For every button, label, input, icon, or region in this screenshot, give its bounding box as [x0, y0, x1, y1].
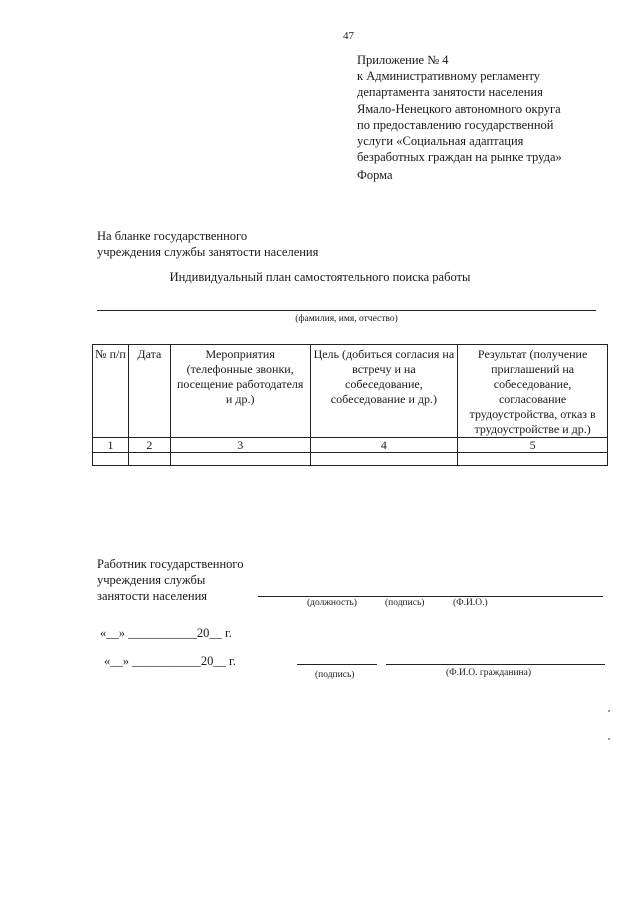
worker-label — [97, 556, 243, 604]
appendix-line: Ямало-Ненецкого автономного округа — [357, 101, 561, 116]
column-header-number: № п/п — [93, 345, 129, 438]
fio-fill-line — [97, 310, 596, 311]
date-field: «__» ___________20__ г. — [104, 654, 236, 668]
page-number: 47 — [343, 30, 354, 42]
table-cell — [128, 453, 170, 466]
fio-short-caption: (Ф.И.О.) — [453, 598, 488, 608]
column-number-cell: 2 — [128, 438, 170, 453]
citizen-fio-line — [386, 664, 605, 665]
citizen-fio-caption: (Ф.И.О. гражданина) — [446, 668, 531, 678]
table-cell — [170, 453, 310, 466]
citizen-signature-line — [297, 664, 377, 665]
column-number-cell: 3 — [170, 438, 310, 453]
table-cell — [93, 453, 129, 466]
table-cell — [458, 453, 608, 466]
scan-speck — [608, 710, 610, 712]
form-label: Форма — [357, 168, 393, 182]
blank-note-line: учреждения службы занятости населения — [97, 245, 319, 259]
appendix-line: по предоставлению государственной — [357, 117, 554, 132]
appendix-line: департамента занятости населения — [357, 85, 543, 100]
worker-label-line: занятости населения — [97, 589, 208, 603]
citizen-signature-caption: (подпись) — [315, 670, 355, 680]
signature-caption: (подпись) — [385, 598, 425, 608]
worker-label-line: Работник государственного — [97, 557, 244, 571]
plan-title: Индивидуальный план самостоятельного поиска работы — [169, 270, 471, 284]
column-header-result: Результат (получение приглашений на собеседование, согласование трудоустройства, отказ в трудоустройстве и др.) — [458, 345, 608, 438]
worker-label-line: учреждения службы — [97, 573, 206, 587]
date-field: «__» ___________20__ г. — [100, 626, 232, 640]
appendix-line: услуги «Социальная адаптация — [357, 134, 524, 149]
table-row — [93, 438, 608, 453]
scan-speck — [608, 738, 610, 740]
worker-signature-line — [258, 596, 603, 597]
column-header-date: Дата — [128, 345, 170, 438]
column-number-cell: 5 — [458, 438, 608, 453]
appendix-header — [357, 52, 617, 165]
column-header-goal: Цель (добиться согласия на встречу и на собеседование, собеседование и др.) — [310, 345, 458, 438]
appendix-line: Приложение № 4 — [357, 53, 449, 67]
table-header-row — [93, 345, 608, 438]
position-caption: (должность) — [307, 598, 357, 608]
column-header-activities: Мероприятия (телефонные звонки, посещение работодателя и др.) — [170, 345, 310, 438]
column-number-cell: 4 — [310, 438, 458, 453]
table-row — [93, 453, 608, 466]
table-cell — [310, 453, 458, 466]
appendix-line: к Административному регламенту — [357, 69, 541, 84]
blank-note — [97, 228, 318, 260]
blank-note-line: На бланке государственного — [97, 229, 248, 243]
appendix-line: безработных граждан на рынке труда» — [357, 150, 562, 165]
fio-caption: (фамилия, имя, отчество) — [295, 314, 398, 324]
plan-table — [92, 344, 608, 466]
column-number-cell: 1 — [93, 438, 129, 453]
